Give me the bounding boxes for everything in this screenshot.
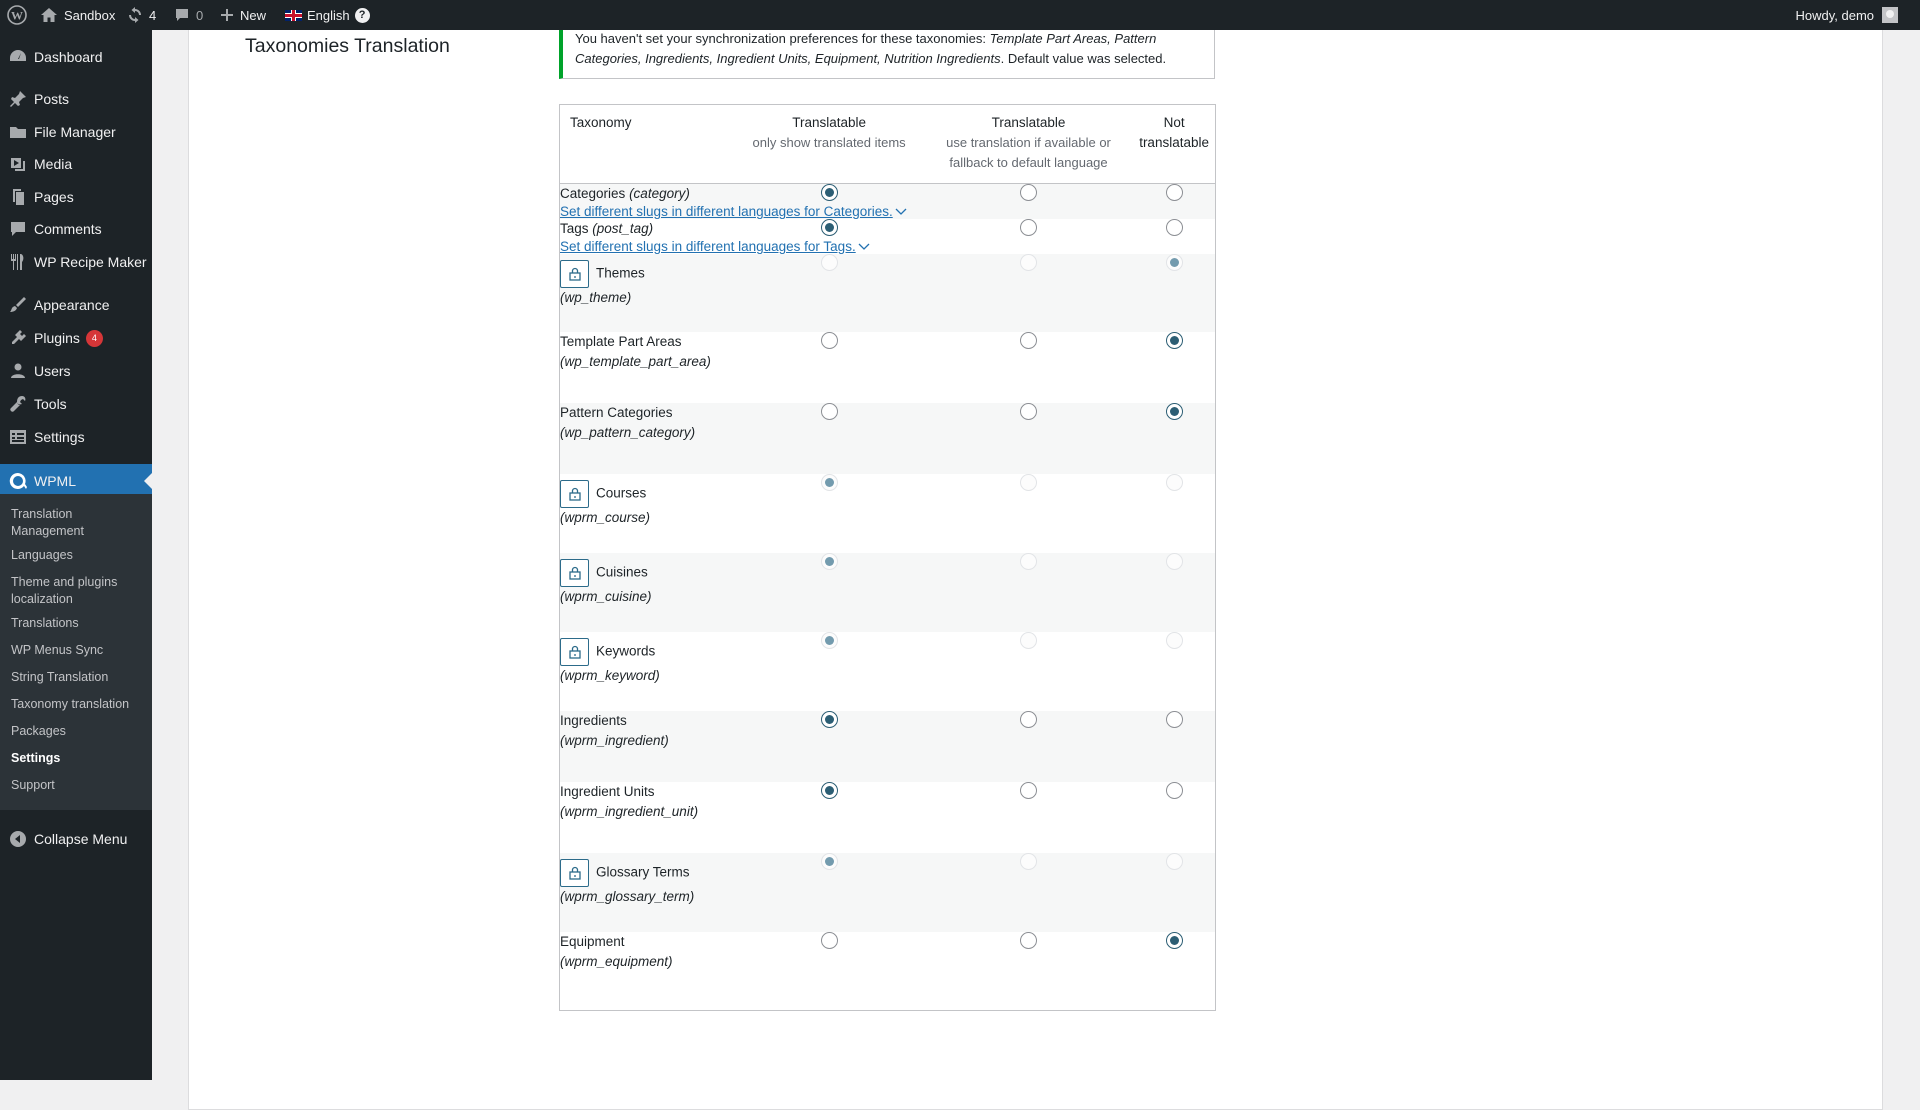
slug-settings-cell bbox=[560, 239, 1216, 254]
home-icon bbox=[40, 7, 58, 23]
taxonomy-name-cell bbox=[560, 711, 735, 782]
lock-icon[interactable] bbox=[560, 638, 589, 666]
translatable-only-radio[interactable] bbox=[821, 184, 838, 201]
taxonomy-name-cell bbox=[560, 403, 735, 474]
taxonomy-row bbox=[560, 711, 1216, 782]
translatable-only-radio[interactable] bbox=[821, 219, 838, 236]
radio-cell bbox=[734, 932, 923, 1010]
taxonomy-slug: (wp_template_part_area) bbox=[560, 354, 711, 369]
translatable-only-radio bbox=[821, 254, 838, 271]
taxonomy-translation-table bbox=[559, 104, 1216, 1011]
radio-cell bbox=[924, 553, 1133, 632]
settings-icon bbox=[8, 427, 28, 447]
media-icon bbox=[8, 154, 28, 174]
taxonomy-name: Pattern Categories bbox=[560, 405, 673, 420]
plugins-update-badge: 4 bbox=[86, 330, 103, 347]
radio-cell bbox=[734, 474, 923, 553]
not-translatable-radio bbox=[1166, 553, 1183, 570]
taxonomy-slug: (post_tag) bbox=[592, 221, 654, 236]
translatable-fallback-radio[interactable] bbox=[1020, 403, 1037, 420]
lock-icon[interactable] bbox=[560, 260, 589, 288]
radio-cell bbox=[1133, 219, 1215, 239]
sync-preferences-notice bbox=[559, 25, 1215, 79]
sidebar-item-label: Comments bbox=[34, 221, 102, 237]
sidebar-item-label: Posts bbox=[34, 91, 70, 107]
comment-icon bbox=[8, 219, 28, 239]
help-icon[interactable]: ? bbox=[355, 8, 370, 23]
submenu-item-translations[interactable]: Translations bbox=[11, 616, 79, 630]
translatable-fallback-radio[interactable] bbox=[1020, 782, 1037, 799]
radio-cell bbox=[734, 184, 923, 205]
avatar bbox=[1882, 7, 1898, 23]
taxonomy-slug: (wprm_course) bbox=[560, 510, 651, 525]
taxonomy-name-cell bbox=[560, 553, 735, 632]
admin-bar bbox=[0, 0, 1920, 30]
radio-cell bbox=[734, 219, 923, 239]
comments-link[interactable] bbox=[174, 0, 203, 30]
chevron-down-icon bbox=[856, 239, 870, 254]
submenu-item-languages[interactable]: Languages bbox=[11, 548, 73, 562]
lock-icon[interactable] bbox=[560, 480, 589, 508]
not-translatable-radio[interactable] bbox=[1166, 932, 1183, 949]
taxonomy-name: Ingredient Units bbox=[560, 784, 655, 799]
wordpress-logo-icon[interactable] bbox=[7, 0, 27, 30]
radio-cell bbox=[1133, 184, 1215, 205]
column-header-taxonomy: Taxonomy bbox=[560, 105, 735, 184]
taxonomy-name-cell bbox=[560, 853, 735, 932]
user-account-link[interactable] bbox=[1795, 0, 1898, 30]
not-translatable-radio bbox=[1166, 632, 1183, 649]
radio-cell bbox=[1133, 632, 1215, 711]
taxonomy-name: Glossary Terms bbox=[596, 864, 690, 880]
wpml-icon bbox=[8, 471, 28, 491]
not-translatable-radio[interactable] bbox=[1166, 332, 1183, 349]
sidebar-item-plugins[interactable] bbox=[0, 321, 152, 355]
radio-cell bbox=[734, 632, 923, 711]
translatable-only-radio[interactable] bbox=[821, 711, 838, 728]
sidebar-item-label: WPML bbox=[34, 473, 76, 489]
taxonomy-row bbox=[560, 553, 1216, 632]
not-translatable-radio bbox=[1166, 853, 1183, 870]
taxonomy-slug: (wprm_cuisine) bbox=[560, 589, 652, 604]
updates-link[interactable] bbox=[127, 0, 156, 30]
not-translatable-radio[interactable] bbox=[1166, 403, 1183, 420]
sidebar-item-dashboard[interactable] bbox=[0, 40, 152, 74]
taxonomy-row bbox=[560, 403, 1216, 474]
radio-cell bbox=[1133, 332, 1215, 403]
sidebar-item-pages[interactable] bbox=[0, 180, 152, 214]
translatable-fallback-radio[interactable] bbox=[1020, 184, 1037, 201]
radio-cell bbox=[1133, 474, 1215, 553]
submenu-item-theme-plugins-localization[interactable]: Theme and plugins localization bbox=[11, 575, 118, 606]
radio-cell bbox=[924, 932, 1133, 1010]
radio-cell bbox=[1133, 711, 1215, 782]
radio-cell bbox=[734, 853, 923, 932]
taxonomy-row bbox=[560, 932, 1216, 1010]
notice-taxonomy-list: Template Part Areas, Pattern Categories, Ingredients, Ingredient Units, Equipment, Nutrition Ingredients bbox=[575, 31, 1157, 66]
translatable-fallback-radio bbox=[1020, 254, 1037, 271]
page-title: Taxonomies Translation bbox=[245, 35, 450, 57]
translatable-fallback-radio[interactable] bbox=[1020, 932, 1037, 949]
sidebar-item-users[interactable] bbox=[0, 354, 152, 388]
taxonomy-name: Courses bbox=[596, 485, 647, 501]
taxonomy-name-cell bbox=[560, 932, 735, 1010]
updates-count: 4 bbox=[149, 7, 157, 23]
taxonomy-name-cell bbox=[560, 632, 735, 711]
sidebar-item-appearance[interactable] bbox=[0, 288, 152, 322]
taxonomy-row bbox=[560, 782, 1216, 853]
new-content-link[interactable] bbox=[220, 0, 266, 30]
submenu-item-translation-management[interactable]: Translation Management bbox=[11, 507, 84, 538]
taxonomy-name-cell bbox=[560, 782, 735, 853]
submenu-item-wp-menus-sync[interactable]: WP Menus Sync bbox=[11, 643, 104, 657]
sidebar-item-label: Appearance bbox=[34, 297, 110, 313]
taxonomy-row bbox=[560, 219, 1216, 239]
radio-cell bbox=[734, 782, 923, 853]
notice-prefix: You haven't set your synchronization preferences for these taxonomies: bbox=[575, 31, 990, 46]
lock-icon[interactable] bbox=[560, 859, 589, 887]
chevron-down-icon bbox=[893, 204, 907, 219]
not-translatable-radio[interactable] bbox=[1166, 782, 1183, 799]
submenu-item-taxonomy-translation[interactable]: Taxonomy translation bbox=[11, 697, 130, 711]
taxonomy-name: Ingredients bbox=[560, 713, 627, 728]
taxonomy-slug: (wprm_glossary_term) bbox=[560, 889, 695, 904]
radio-cell bbox=[734, 403, 923, 474]
sidebar-item-label: WP Recipe Maker bbox=[34, 254, 147, 270]
taxonomy-name: Keywords bbox=[596, 643, 656, 659]
slug-settings-cell bbox=[560, 204, 1216, 219]
translatable-fallback-radio[interactable] bbox=[1020, 219, 1037, 236]
taxonomy-name: Tags bbox=[560, 221, 589, 236]
taxonomy-row bbox=[560, 332, 1216, 403]
column-header-translatable-fallback: Translatable use translation if available or fallback to default language bbox=[924, 105, 1133, 184]
wrench-icon bbox=[8, 394, 28, 414]
translatable-only-radio[interactable] bbox=[821, 403, 838, 420]
plus-icon bbox=[220, 8, 234, 22]
radio-cell bbox=[734, 711, 923, 782]
taxonomy-row bbox=[560, 184, 1216, 205]
translatable-fallback-radio bbox=[1020, 853, 1037, 870]
submenu-item-packages[interactable]: Packages bbox=[11, 724, 66, 738]
sidebar-item-label: Dashboard bbox=[34, 49, 103, 65]
taxonomy-slug: (wprm_equipment) bbox=[560, 954, 673, 969]
slug-settings-link[interactable] bbox=[560, 239, 870, 254]
sidebar-item-label: Tools bbox=[34, 396, 67, 412]
radio-cell bbox=[924, 184, 1133, 205]
refresh-icon bbox=[127, 7, 143, 23]
radio-cell bbox=[924, 254, 1133, 332]
not-translatable-radio[interactable] bbox=[1166, 184, 1183, 201]
radio-cell bbox=[1133, 853, 1215, 932]
comments-count: 0 bbox=[196, 7, 204, 23]
slug-settings-row bbox=[560, 239, 1216, 254]
taxonomy-slug: (wp_pattern_category) bbox=[560, 425, 696, 440]
admin-sidebar bbox=[0, 30, 152, 1080]
taxonomy-name-cell bbox=[560, 219, 735, 239]
uk-flag-icon bbox=[285, 10, 302, 21]
pages-icon bbox=[8, 187, 28, 207]
dashboard-icon bbox=[8, 47, 28, 67]
taxonomy-name: Template Part Areas bbox=[560, 334, 682, 349]
svg-text:W: W bbox=[11, 8, 23, 23]
translatable-fallback-radio[interactable] bbox=[1020, 332, 1037, 349]
taxonomy-slug: (wprm_ingredient) bbox=[560, 733, 669, 748]
collapse-icon bbox=[8, 829, 28, 849]
taxonomy-row bbox=[560, 632, 1216, 711]
sidebar-item-label: Collapse Menu bbox=[34, 831, 128, 847]
sidebar-item-media[interactable] bbox=[0, 147, 152, 181]
translatable-only-radio bbox=[821, 632, 838, 649]
table-header-row bbox=[560, 105, 1216, 184]
taxonomy-name-cell bbox=[560, 332, 735, 403]
utensils-icon bbox=[8, 252, 28, 272]
taxonomy-row bbox=[560, 474, 1216, 553]
taxonomy-name: Cuisines bbox=[596, 564, 648, 580]
site-name: Sandbox bbox=[64, 7, 116, 23]
sidebar-item-label: File Manager bbox=[34, 124, 116, 140]
sidebar-item-label: Plugins bbox=[34, 330, 80, 346]
taxonomy-row bbox=[560, 254, 1216, 332]
site-name-link[interactable] bbox=[40, 0, 115, 30]
not-translatable-radio bbox=[1166, 474, 1183, 491]
sidebar-item-file-manager[interactable] bbox=[0, 115, 152, 149]
taxonomy-name-cell bbox=[560, 474, 735, 553]
slug-settings-row bbox=[560, 204, 1216, 219]
sidebar-item-label: Users bbox=[34, 363, 71, 379]
not-translatable-radio bbox=[1166, 254, 1183, 271]
main-content bbox=[152, 30, 1920, 1080]
translatable-fallback-radio bbox=[1020, 553, 1037, 570]
language-label: English bbox=[307, 7, 350, 23]
collapse-menu-button[interactable] bbox=[0, 822, 152, 856]
slug-settings-link[interactable] bbox=[560, 204, 907, 219]
sidebar-item-label: Pages bbox=[34, 189, 74, 205]
taxonomy-slug: (wprm_ingredient_unit) bbox=[560, 804, 699, 819]
sidebar-item-comments[interactable] bbox=[0, 212, 152, 246]
radio-cell bbox=[1133, 553, 1215, 632]
taxonomy-row bbox=[560, 853, 1216, 932]
taxonomy-slug: (category) bbox=[629, 186, 690, 201]
slug-settings-label: Set different slugs in different languages for Categories. bbox=[560, 204, 893, 219]
radio-cell bbox=[734, 553, 923, 632]
taxonomy-name: Themes bbox=[596, 265, 645, 281]
sidebar-item-wpml[interactable] bbox=[0, 464, 152, 498]
taxonomy-name: Categories bbox=[560, 186, 626, 201]
radio-cell bbox=[924, 219, 1133, 239]
wpml-submenu bbox=[0, 494, 152, 810]
taxonomy-name-cell bbox=[560, 184, 735, 205]
radio-cell bbox=[1133, 932, 1215, 1010]
translatable-fallback-radio[interactable] bbox=[1020, 711, 1037, 728]
folder-icon bbox=[8, 122, 28, 142]
radio-cell bbox=[924, 332, 1133, 403]
plugin-icon bbox=[8, 328, 28, 348]
translatable-only-radio[interactable] bbox=[821, 932, 838, 949]
pin-icon bbox=[8, 89, 28, 109]
lock-icon[interactable] bbox=[560, 559, 589, 587]
slug-settings-label: Set different slugs in different languages for Tags. bbox=[560, 239, 856, 254]
user-icon bbox=[8, 361, 28, 381]
radio-cell bbox=[924, 403, 1133, 474]
translatable-fallback-radio bbox=[1020, 474, 1037, 491]
sidebar-item-posts[interactable] bbox=[0, 82, 152, 116]
translatable-only-radio[interactable] bbox=[821, 332, 838, 349]
column-header-not-translatable: Not translatable bbox=[1133, 105, 1215, 184]
comment-bubble-icon bbox=[174, 7, 190, 23]
taxonomy-rows bbox=[560, 184, 1216, 1011]
taxonomy-name: Equipment bbox=[560, 934, 625, 949]
brush-icon bbox=[8, 295, 28, 315]
taxonomy-name-cell bbox=[560, 254, 735, 332]
sidebar-item-settings[interactable] bbox=[0, 420, 152, 454]
radio-cell bbox=[924, 711, 1133, 782]
radio-cell bbox=[734, 332, 923, 403]
submenu-item-settings[interactable]: Settings bbox=[11, 751, 61, 765]
translatable-only-radio bbox=[821, 474, 838, 491]
radio-cell bbox=[734, 254, 923, 332]
language-switcher[interactable] bbox=[285, 0, 370, 30]
radio-cell bbox=[1133, 403, 1215, 474]
sidebar-item-tools[interactable] bbox=[0, 387, 152, 421]
new-label: New bbox=[240, 7, 267, 23]
not-translatable-radio[interactable] bbox=[1166, 219, 1183, 236]
taxonomy-slug: (wprm_keyword) bbox=[560, 668, 660, 683]
radio-cell bbox=[924, 474, 1133, 553]
radio-cell bbox=[924, 782, 1133, 853]
radio-cell bbox=[1133, 782, 1215, 853]
howdy-text: Howdy, demo bbox=[1795, 7, 1874, 23]
radio-cell bbox=[924, 632, 1133, 711]
translatable-only-radio bbox=[821, 553, 838, 570]
translatable-only-radio bbox=[821, 853, 838, 870]
taxonomy-slug: (wp_theme) bbox=[560, 290, 632, 305]
translatable-only-radio[interactable] bbox=[821, 782, 838, 799]
sidebar-item-wp-recipe-maker[interactable] bbox=[0, 245, 152, 279]
submenu-item-string-translation[interactable]: String Translation bbox=[11, 670, 109, 684]
radio-cell bbox=[924, 853, 1133, 932]
sidebar-item-label: Settings bbox=[34, 429, 85, 445]
submenu-item-support[interactable]: Support bbox=[11, 778, 55, 792]
sidebar-item-label: Media bbox=[34, 156, 73, 172]
translatable-fallback-radio bbox=[1020, 632, 1037, 649]
column-header-translatable-only: Translatable only show translated items bbox=[734, 105, 923, 184]
taxonomies-settings-box bbox=[188, 7, 1883, 1110]
radio-cell bbox=[1133, 254, 1215, 332]
notice-suffix: . Default value was selected. bbox=[1000, 51, 1167, 66]
not-translatable-radio[interactable] bbox=[1166, 711, 1183, 728]
